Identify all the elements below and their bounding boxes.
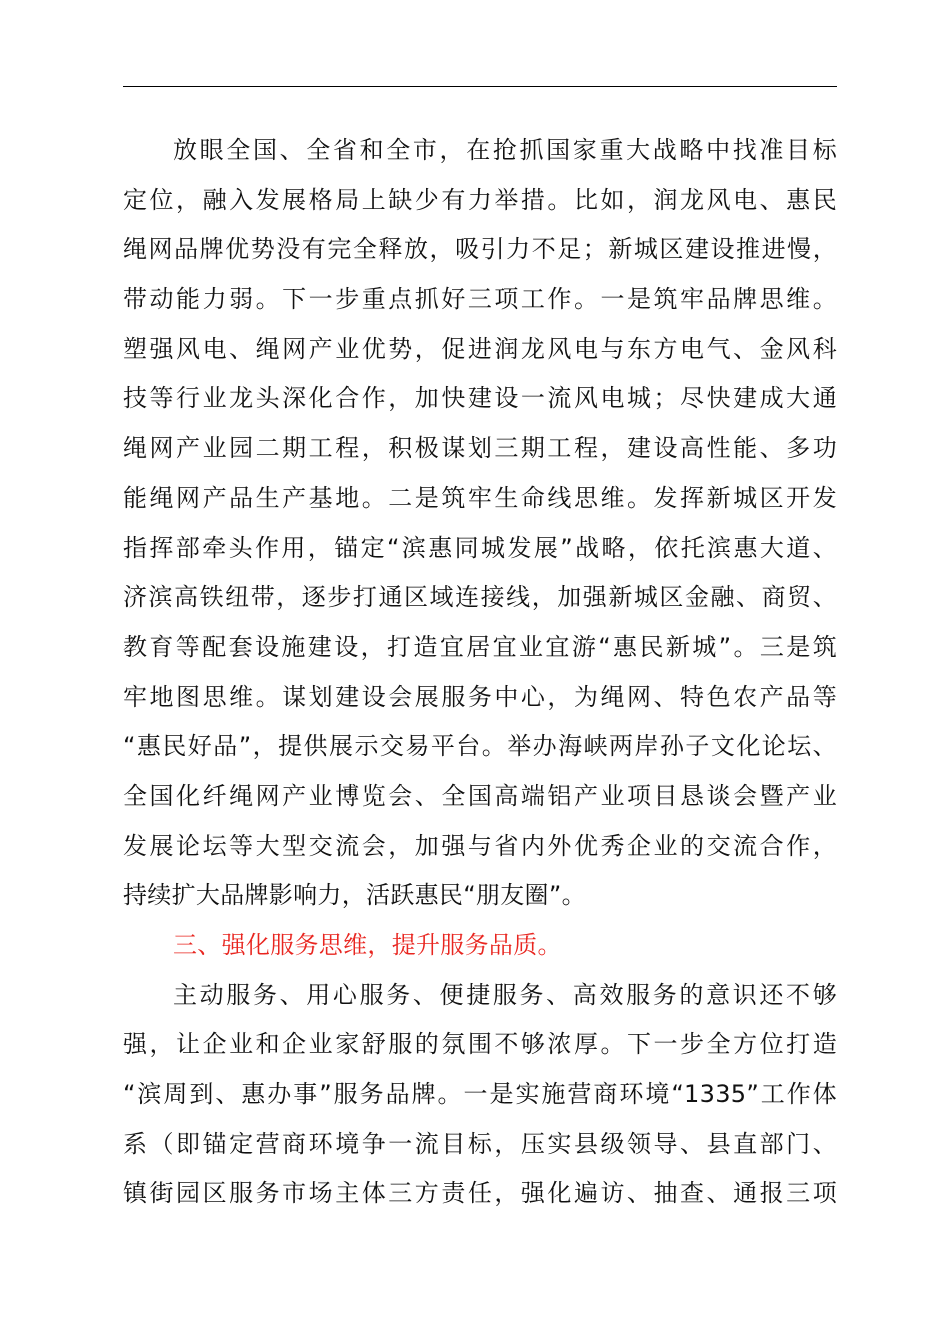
paragraph-1-line-2: 定位，融入发展格局上缺少有力举措。比如，润龙风电、惠民	[123, 185, 837, 214]
paragraph-2-line-2: 强，让企业和企业家舒服的氛围不够浓厚。下一步全方位打造	[123, 1030, 837, 1059]
paragraph-1-line-11: 教育等配套设施建设，打造宜居宜业宜游“惠民新城”。三是筑	[123, 632, 837, 661]
paragraph-1-line-9: 指挥部牵头作用，锚定“滨惠同城发展”战略，依托滨惠大道、	[123, 533, 837, 562]
paragraph-2-line-1: 主动服务、用心服务、便捷服务、高效服务的意识还不够	[173, 980, 837, 1009]
paragraph-1-line-1: 放眼全国、全省和全市，在抢抓国家重大战略中找准目标	[173, 136, 837, 164]
paragraph-2-line-3: “滨周到、惠办事”服务品牌。一是实施营商环境“1335”工作体	[123, 1080, 837, 1109]
paragraph-1-line-16: 持续扩大品牌影响力，活跃惠民“朋友圈”。	[123, 881, 586, 910]
paragraph-1-line-8: 能绳网产品生产基地。二是筑牢生命线思维。发挥新城区开发	[123, 483, 837, 512]
paragraph-2-line-4: 系（即锚定营商环境争一流目标，压实县级领导、县直部门、	[123, 1129, 837, 1158]
paragraph-1-line-6: 技等行业龙头深化合作，加快建设一流风电城；尽快建成大通	[123, 384, 837, 413]
paragraph-2-line-5: 镇街园区服务市场主体三方责任，强化遍访、抽查、通报三项	[123, 1179, 837, 1208]
paragraph-1-line-4: 带动能力弱。下一步重点抓好三项工作。一是筑牢品牌思维。	[123, 285, 837, 314]
document-body	[123, 126, 837, 1219]
paragraph-1-line-10: 济滨高铁纽带，逐步打通区域连接线，加强新城区金融、商贸、	[123, 583, 837, 612]
paragraph-1-line-5: 塑强风电、绳网产业优势，促进润龙风电与东方电气、金风科	[123, 334, 837, 363]
section-heading: 三、强化服务思维，提升服务品质。	[173, 931, 562, 959]
paragraph-1-line-7: 绳网产业园二期工程，积极谋划三期工程，建设高性能、多功	[123, 434, 837, 463]
paragraph-1-line-15: 发展论坛等大型交流会，加强与省内外优秀企业的交流合作，	[123, 831, 837, 860]
header-rule	[123, 86, 837, 87]
paragraph-1-line-13: “惠民好品”，提供展示交易平台。举办海峡两岸孙子文化论坛、	[123, 732, 837, 761]
paragraph-1-line-14: 全国化纤绳网产业博览会、全国高端铝产业项目恳谈会暨产业	[123, 781, 837, 810]
paragraph-1-line-12: 牢地图思维。谋划建设会展服务中心，为绳网、特色农产品等	[123, 682, 837, 711]
paragraph-1-line-3: 绳网品牌优势没有完全释放，吸引力不足；新城区建设推进慢，	[123, 235, 837, 264]
